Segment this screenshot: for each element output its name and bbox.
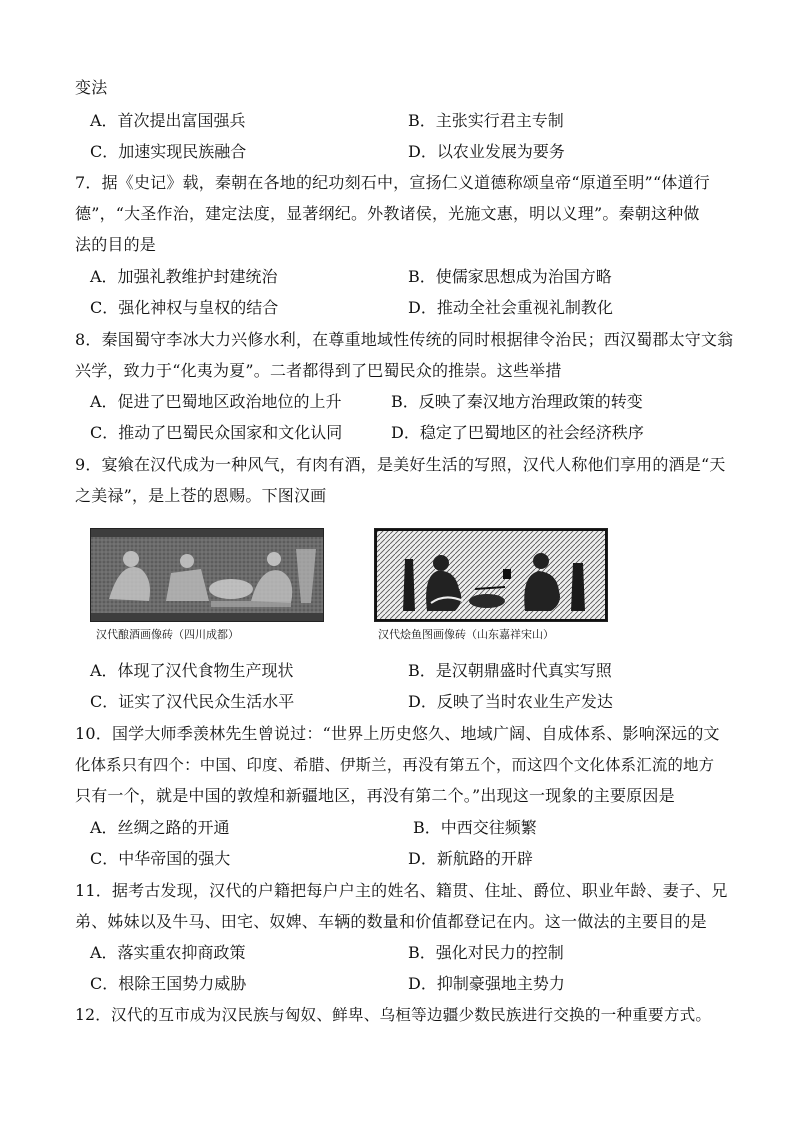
q11-option-d: D．抑制豪强地主势力 [408,974,565,993]
q7-option-b: B．使儒家思想成为治国方略 [408,267,612,286]
q6-stem-tail: 变法 [75,78,108,97]
brewing-relief-caption: 汉代酿酒画像砖（四川成都） [96,628,239,641]
q10-option-c: C．中华帝国的强大 [90,849,231,868]
q6-option-c: C．加速实现民族融合 [90,142,247,161]
q11-stem-line1: 11．据考古发现，汉代的户籍把每户户主的姓名、籍贯、住址、爵位、职业年龄、妻子、兄 [75,881,728,900]
q6-option-d: D．以农业发展为要务 [408,142,565,161]
q10-stem-line1: 10．国学大师季羡林先生曾说过：“世界上历史悠久、地域广阔、自成体系、影响深远的文 [75,724,720,743]
q9-option-c: C．证实了汉代民众生活水平 [90,692,295,711]
q7-stem-line2: 德”，“大圣作治，建定法度，显著纲纪。外教诸侯，光施文惠，明以义理”。秦朝这种做 [75,204,700,223]
q9-stem-line1: 9．宴飨在汉代成为一种风气，有肉有酒，是美好生活的写照，汉代人称他们享用的酒是“天 [75,455,726,474]
q8-option-a: A．促进了巴蜀地区政治地位的上升 [90,392,342,411]
q11-stem-line2: 弟、姊妹以及牛马、田宅、奴婢、车辆的数量和价值都登记在内。这一做法的主要目的是 [75,912,707,931]
q7-option-c: C．强化神权与皇权的结合 [90,298,279,317]
q6-option-a: A．首次提出富国强兵 [90,111,246,130]
q6-option-b: B．主张实行君主专制 [408,111,564,130]
q10-stem-line3: 只有一个，就是中国的敦煌和新疆地区，再没有第二个。”出现这一现象的主要原因是 [75,786,675,805]
q10-option-d: D．新航路的开辟 [408,849,533,868]
q12-stem-line1: 12．汉代的互市成为汉民族与匈奴、鲜卑、乌桓等边疆少数民族进行交换的一种重要方式。 [75,1006,712,1024]
fish-banquet-relief-caption: 汉代烩鱼图画像砖（山东嘉祥宋山） [378,628,554,641]
q9-option-a: A．体现了汉代食物生产现状 [90,661,294,680]
q10-stem-line2: 化体系只有四个：中国、印度、希腊、伊斯兰，再没有第五个，而这四个文化体系汇流的地方 [75,756,715,774]
q7-option-d: D．推动全社会重视礼制教化 [408,298,613,317]
q8-stem-line2: 兴学，致力于“化夷为夏”。二者都得到了巴蜀民众的推崇。这些举措 [75,361,562,380]
fish-banquet-relief-image [374,528,608,622]
q9-stem-line2: 之美禄”，是上苍的恩赐。下图汉画 [75,486,327,505]
q7-stem-line3: 法的目的是 [75,235,157,254]
brewing-relief-image [90,528,324,622]
q11-option-a: A．落实重农抑商政策 [90,943,246,962]
q7-stem-line1: 7．据《史记》载，秦朝在各地的纪功刻石中，宣扬仁义道德称颂皇帝“原道至明”“体道行 [75,173,710,192]
q10-option-a: A．丝绸之路的开通 [90,818,230,837]
q9-option-d: D．反映了当时农业生产发达 [408,692,613,711]
q8-option-b: B．反映了秦汉地方治理政策的转变 [391,392,643,411]
q11-option-b: B．强化对民力的控制 [408,943,564,962]
q8-option-c: C．推动了巴蜀民众国家和文化认同 [90,423,343,442]
q11-option-c: C．根除王国势力威胁 [90,974,247,993]
q9-option-b: B．是汉朝鼎盛时代真实写照 [408,661,612,680]
q8-stem-line1: 8．秦国蜀守李冰大力兴修水利，在尊重地域性传统的同时根据律令治民；西汉蜀郡太守文翁 [75,330,734,349]
q10-option-b: B．中西交往频繁 [413,818,537,837]
q7-option-a: A．加强礼教维护封建统治 [90,267,278,286]
q8-option-d: D．稳定了巴蜀地区的社会经济秩序 [391,423,644,442]
